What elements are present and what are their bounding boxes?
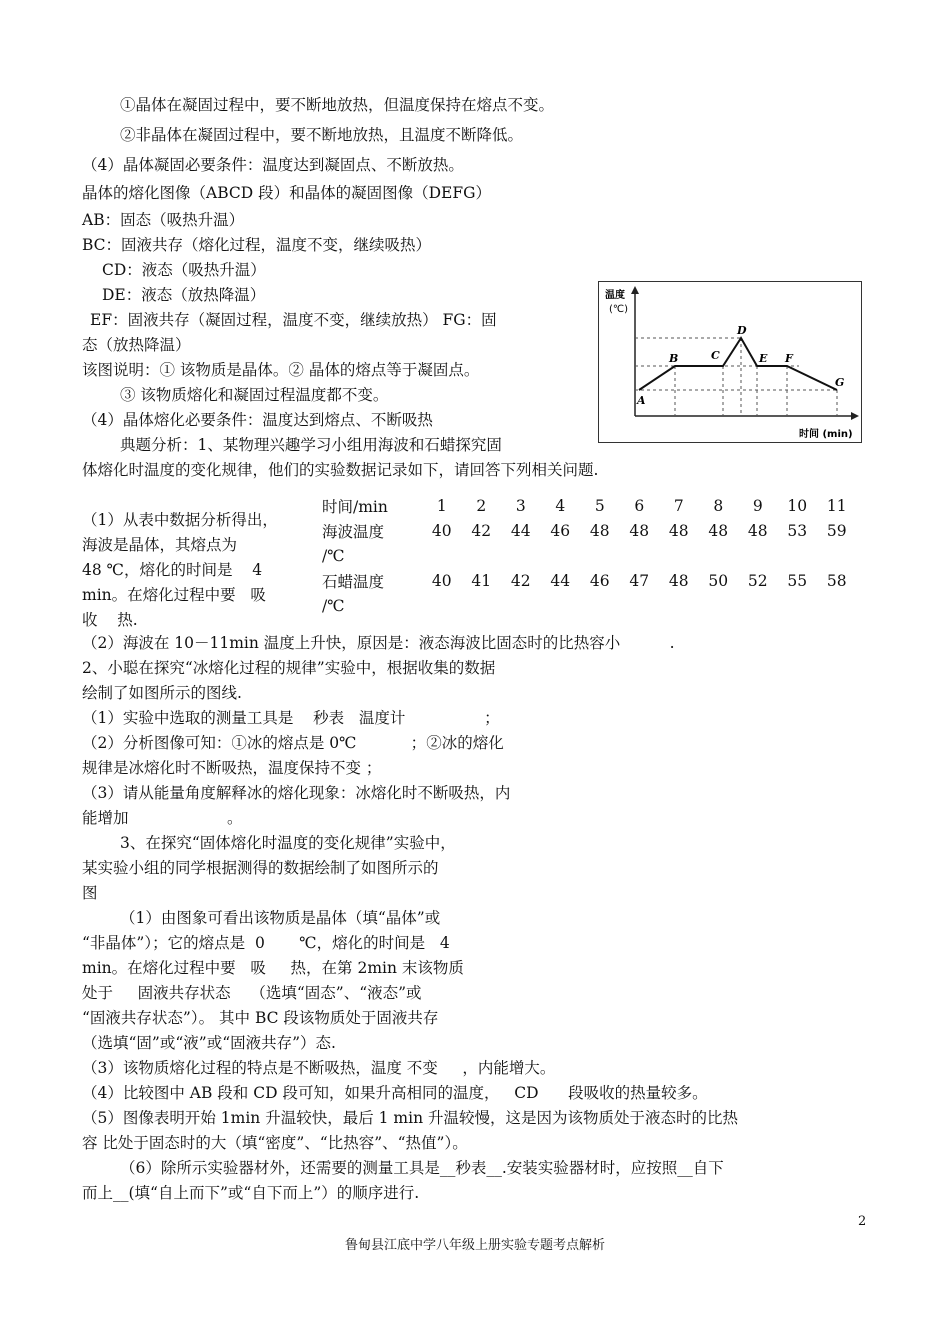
temperature-cell: 48	[668, 521, 689, 540]
temperature-time-figure	[598, 281, 862, 443]
empty-cell	[817, 593, 857, 618]
time-cell: 9	[752, 496, 763, 515]
text-line: （6）除所示实验器材外，还需要的测量工具是__秒表__.安装实验器材时，应按照__自下	[120, 1159, 724, 1177]
table-row-unit: /℃	[322, 546, 345, 565]
point-label-e: E	[759, 352, 768, 365]
y-axis-unit: (℃)	[609, 304, 629, 315]
text-line: 体熔化时温度的变化规律，他们的实验数据记录如下，请回答下列相关问题.	[82, 461, 599, 479]
temperature-cell: 46	[589, 571, 610, 590]
time-cell: 5	[594, 496, 605, 515]
time-cell: 10	[787, 496, 808, 515]
text-line: 态（放热降温）	[82, 336, 191, 354]
temperature-cell: 41	[471, 571, 492, 590]
empty-cell	[462, 593, 502, 618]
time-cell: 8	[713, 496, 724, 515]
temperature-cell: 53	[787, 521, 808, 540]
temperature-cell: 46	[550, 521, 571, 540]
text-line: 能增加 。	[82, 809, 243, 827]
text-line: “非晶体”）；它的熔点是 0 ℃，熔化的时间是 4	[82, 934, 450, 952]
time-cell: 1	[436, 496, 447, 515]
text-line: 该图说明：① 该物质是晶体。② 晶体的熔点等于凝固点。	[82, 361, 480, 379]
text-line: CD：液态（吸热升温）	[102, 261, 266, 279]
table-row-label: 海波温度	[322, 522, 385, 541]
empty-cell	[541, 543, 581, 568]
temperature-cell: 48	[708, 521, 729, 540]
text-line: ③ 该物质熔化和凝固过程温度都不变。	[120, 386, 389, 404]
text-line: （4）比较图中 AB 段和 CD 段可知，如果升高相同的温度， CD 段吸收的热量较多。	[82, 1084, 708, 1102]
empty-cell	[738, 543, 778, 568]
text-line: 绘制了如图所示的图线.	[82, 684, 242, 702]
text-line: DE：液态（放热降温）	[102, 286, 266, 304]
time-cell: 3	[515, 496, 526, 515]
text-line: 2、小聪在探究“冰熔化过程的规律”实验中，根据收集的数据	[82, 659, 496, 677]
text-line: ①晶体在凝固过程中，要不断地放热，但温度保持在熔点不变。	[120, 96, 555, 114]
table-row-shila-unit	[322, 593, 857, 618]
time-cell: 11	[826, 496, 847, 515]
point-label-b: B	[669, 352, 679, 365]
empty-cell	[422, 593, 462, 618]
temperature-cell: 44	[550, 571, 571, 590]
temperature-cell: 47	[629, 571, 650, 590]
text-line: （2）海波在 10－11min 温度上升快，原因是：液态海波比固态时的比热容小 .	[82, 634, 675, 652]
text-line: 海波是晶体，其熔点为	[82, 536, 238, 554]
text-line: min。在熔化过程中要 吸 热，在第 2min 末该物质	[82, 959, 464, 977]
text-line: 规律是冰熔化时不断吸热，温度保持不变 ；	[82, 759, 382, 777]
temperature-cell: 42	[471, 521, 492, 540]
temperature-cell: 40	[431, 571, 452, 590]
empty-cell	[699, 543, 739, 568]
empty-cell	[541, 593, 581, 618]
temperature-cell: 48	[629, 521, 650, 540]
empty-cell	[580, 593, 620, 618]
empty-cell	[778, 593, 818, 618]
text-line: 收 热.	[82, 611, 138, 629]
point-label-c: C	[711, 349, 720, 362]
x-axis-arrow-icon	[851, 412, 859, 420]
point-label-d: D	[737, 324, 747, 337]
text-line: （选填“固”或“液”或“固液共存”）态.	[82, 1034, 336, 1052]
temperature-cell: 55	[787, 571, 808, 590]
text-line: （3）该物质熔化过程的特点是不断吸热，温度 不变 ，内能增大。	[82, 1059, 556, 1077]
text-line: （3）请从能量角度解释冰的熔化现象：冰熔化时不断吸热，内	[82, 784, 511, 802]
page-number: 2	[858, 1214, 867, 1229]
text-line: （1）从表中数据分析得出，	[82, 511, 278, 529]
text-line: 某实验小组的同学根据测得的数据绘制了如图所示的	[82, 859, 439, 877]
table-row-label: 石蜡温度	[322, 572, 385, 591]
text-line: 48 ℃，熔化的时间是 4	[82, 561, 263, 579]
temperature-cell: 59	[826, 521, 847, 540]
temperature-cell: 40	[431, 521, 452, 540]
text-line: （5）图像表明开始 1min 升温较快，最后 1 min 升温较慢，这是因为该物质处于液态时的比热	[82, 1109, 738, 1127]
text-line: min。在熔化过程中要 吸	[82, 586, 266, 604]
text-line: 典题分析：1、某物理兴趣学习小组用海波和石蜡探究固	[120, 436, 502, 454]
page-footer: 鲁甸县江底中学八年级上册实验专题考点解析	[344, 1238, 605, 1253]
empty-cell	[462, 543, 502, 568]
text-line: BC：固液共存（熔化过程，温度不变，继续吸热）	[82, 236, 432, 254]
text-line: 晶体的熔化图像（ABCD 段）和晶体的凝固图像（DEFG）	[82, 184, 491, 202]
text-line: （2）分析图像可知：①冰的熔点是 0℃ ；②冰的熔化	[82, 734, 504, 752]
empty-cell	[738, 593, 778, 618]
empty-cell	[501, 593, 541, 618]
text-line: 而上__(填“自上而下”或“自下而上”）的顺序进行.	[82, 1184, 420, 1202]
time-cell: 6	[634, 496, 645, 515]
point-label-g: G	[835, 376, 845, 389]
text-line: （4）晶体凝固必要条件：温度达到凝固点、不断放热。	[82, 156, 464, 174]
temperature-cell: 58	[826, 571, 847, 590]
temperature-cell: 48	[747, 521, 768, 540]
text-line: （1）实验中选取的测量工具是 秒表 温度计 ；	[82, 709, 500, 727]
empty-cell	[817, 543, 857, 568]
text-line: （4）晶体熔化必要条件：温度达到熔点、不断吸热	[82, 411, 433, 429]
empty-cell	[422, 543, 462, 568]
text-line: “固液共存状态”）。 其中 BC 段该物质处于固液共存	[82, 1009, 439, 1027]
data-table	[322, 493, 857, 618]
temperature-cell: 44	[510, 521, 531, 540]
time-cell: 2	[476, 496, 487, 515]
temperature-cell: 42	[510, 571, 531, 590]
time-cell: 4	[555, 496, 566, 515]
y-axis-label: 温度	[605, 290, 625, 301]
temperature-cell: 48	[668, 571, 689, 590]
table-row-shila	[322, 568, 857, 593]
text-line: 3、在探究“固体熔化时温度的变化规律”实验中，	[120, 834, 456, 852]
temperature-cell: 50	[708, 571, 729, 590]
temperature-cell: 52	[747, 571, 768, 590]
x-axis-label: 时间 (min)	[799, 429, 853, 440]
empty-cell	[778, 543, 818, 568]
time-cell: 7	[673, 496, 684, 515]
empty-cell	[659, 543, 699, 568]
empty-cell	[699, 593, 739, 618]
text-line: （1）由图象可看出该物质是晶体（填“晶体”或	[120, 909, 441, 927]
temperature-graph	[599, 282, 861, 442]
empty-cell	[501, 543, 541, 568]
point-label-f: F	[785, 352, 793, 365]
table-row-unit: /℃	[322, 596, 345, 615]
empty-cell	[620, 593, 660, 618]
guide-lines	[635, 338, 837, 416]
table-header-label: 时间/min	[322, 497, 388, 516]
temperature-cell: 48	[589, 521, 610, 540]
table-row-haibo	[322, 518, 857, 543]
text-line: ②非晶体在凝固过程中，要不断地放热，且温度不断降低。	[120, 126, 524, 144]
empty-cell	[659, 593, 699, 618]
y-axis-arrow-icon	[631, 286, 639, 294]
table-header-row	[322, 493, 857, 518]
empty-cell	[620, 543, 660, 568]
point-label-a: A	[637, 394, 646, 407]
text-line: AB：固态（吸热升温）	[82, 211, 245, 229]
text-line: 处于 固液共存状态 （选填“固态”、“液态”或	[82, 984, 422, 1002]
text-line: 容 比处于固态时的大（填“密度”、“比热容”、“热值”）。	[82, 1134, 468, 1152]
text-line: EF：固液共存（凝固过程，温度不变，继续放热） FG：固	[90, 311, 497, 329]
table-row-haibo-unit	[322, 543, 857, 568]
empty-cell	[580, 543, 620, 568]
text-line: 图	[82, 884, 98, 902]
